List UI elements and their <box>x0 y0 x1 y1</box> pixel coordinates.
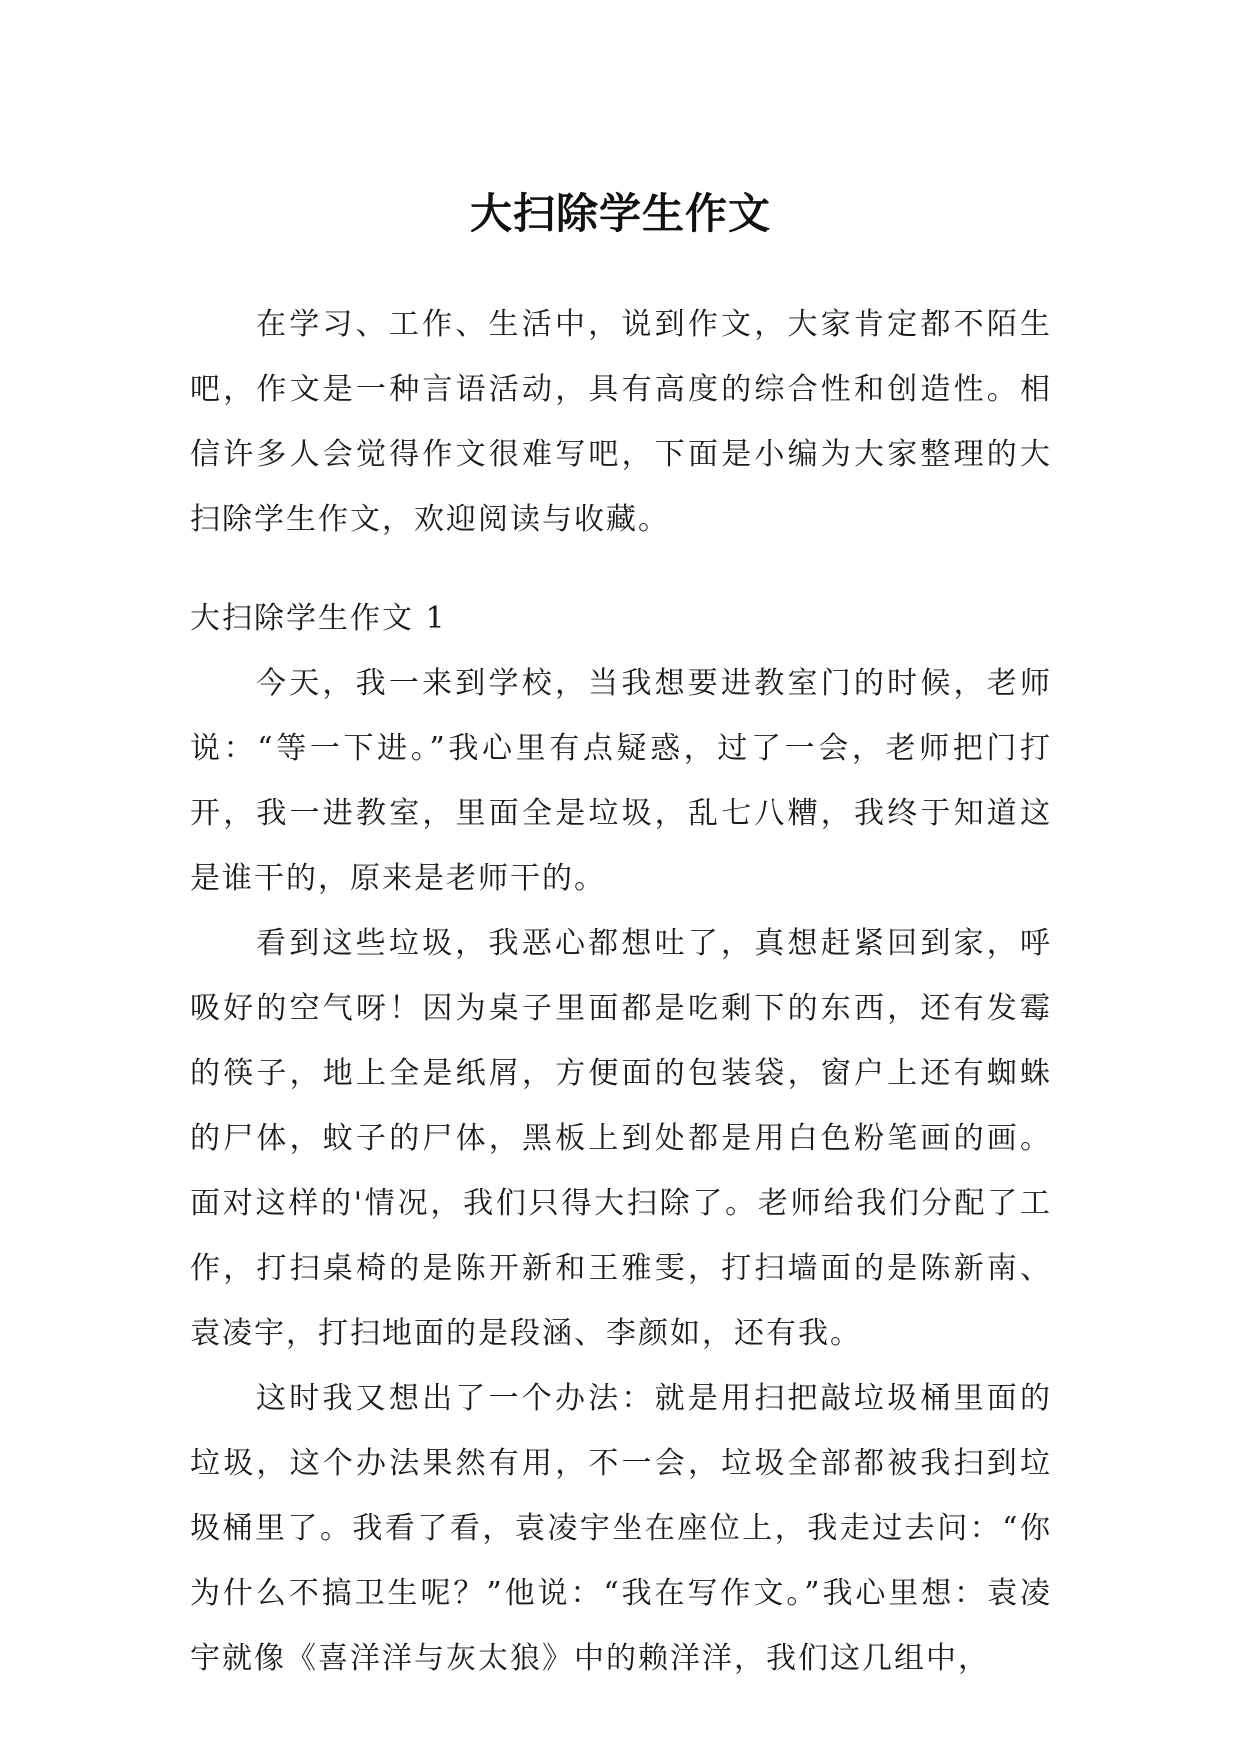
essay-section <box>190 586 1052 1691</box>
essay-paragraph-3: 这时我又想出了一个办法：就是用扫把敲垃圾桶里面的垃圾，这个办法果然有用，不一会，垃圾全部都被我扫到垃圾桶里了。我看了看，袁凌宇坐在座位上，我走过去问：“你为什么不搞卫生呢？”他说：“我在写作文。”我心里想：袁凌宇就像《喜洋洋与灰太狼》中的赖洋洋，我们这几组中， <box>190 1381 1052 1676</box>
section-heading: 大扫除学生作文 1 <box>190 601 447 636</box>
essay-paragraph-2: 看到这些垃圾，我恶心都想吐了，真想赶紧回到家，呼吸好的空气呀！因为桌子里面都是吃剩下的东西，还有发霉的筷子，地上全是纸屑，方便面的包装袋，窗户上还有蜘蛛的尸体，蚊子的尸体，黑板上到处都是用白色粉笔画的画。面对这样的'情况，我们只得大扫除了。老师给我们分配了工作，打扫桌椅的是陈开新和王雅雯，打扫墙面的是陈新南、袁凌宇，打扫地面的是段涵、李颜如，还有我。 <box>190 926 1052 1351</box>
document-title: 大扫除学生作文 <box>469 189 771 239</box>
intro-block <box>190 292 1052 552</box>
intro-paragraph: 在学习、工作、生活中，说到作文，大家肯定都不陌生吧，作文是一种言语活动，具有高度的综合性和创造性。相信许多人会觉得作文很难写吧，下面是小编为大家整理的大扫除学生作文，欢迎阅读与收藏。 <box>190 307 1052 537</box>
essay-paragraph-1: 今天，我一来到学校，当我想要进教室门的时候，老师说：“等一下进。”我心里有点疑惑，过了一会，老师把门打开，我一进教室，里面全是垃圾，乱七八糟，我终于知道这是谁干的，原来是老师干的。 <box>190 666 1052 896</box>
